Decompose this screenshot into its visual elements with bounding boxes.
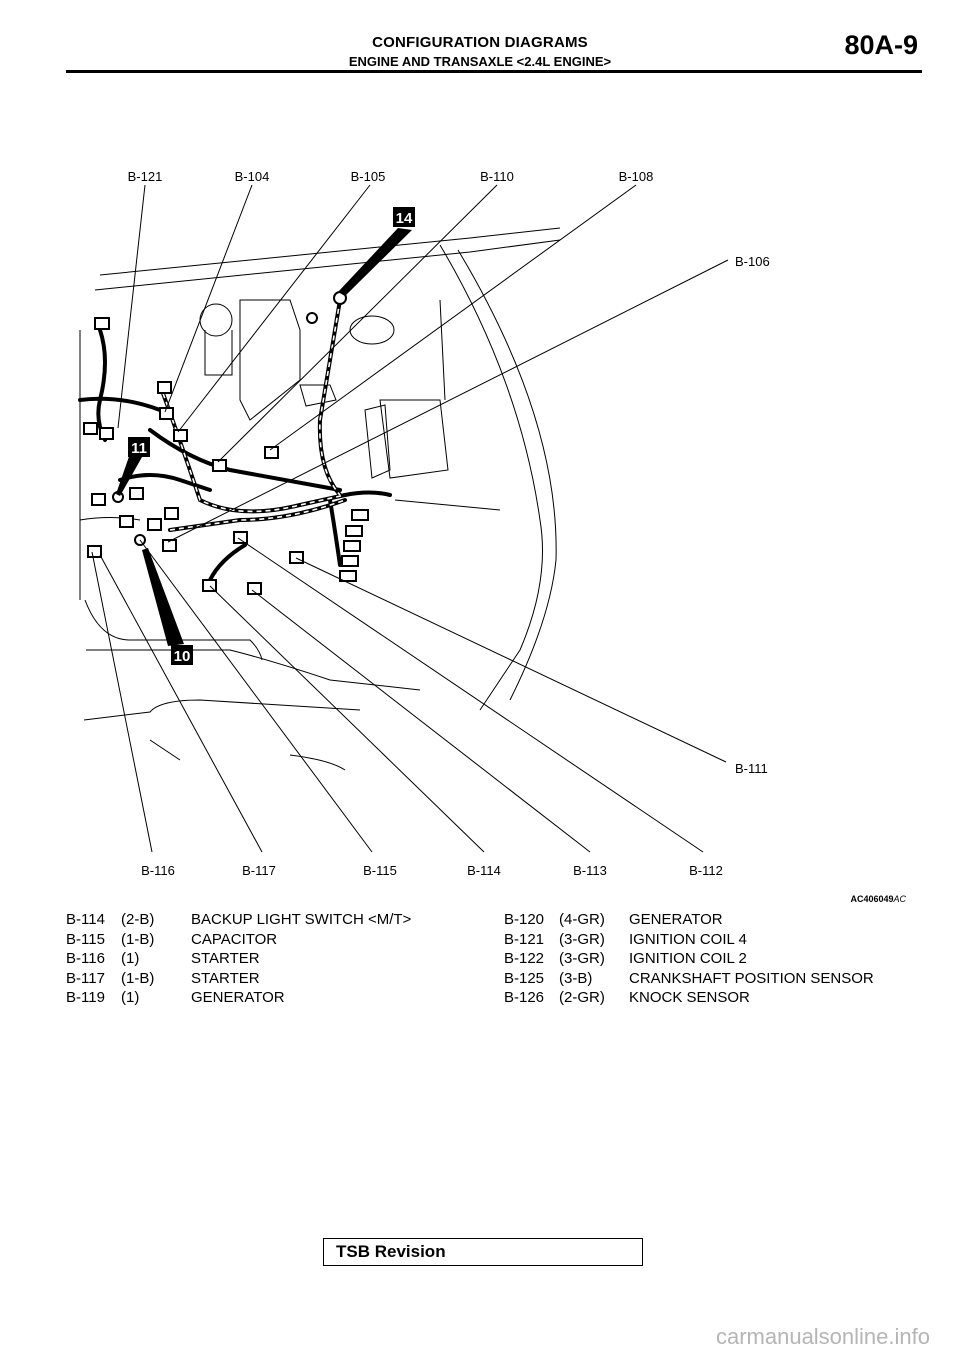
label-b116: B-116 xyxy=(141,863,175,878)
label-b121: B-121 xyxy=(127,169,163,184)
legend-name: CRANKSHAFT POSITION SENSOR xyxy=(629,969,874,987)
legend-spec: (2-GR) xyxy=(559,989,605,1007)
page-title: CONFIGURATION DIAGRAMS xyxy=(372,34,588,51)
legend-row xyxy=(504,949,924,969)
legend-right xyxy=(504,910,924,1008)
legend-name: CAPACITOR xyxy=(191,930,278,948)
legend-name: KNOCK SENSOR xyxy=(629,989,750,1007)
legend-spec: (1-B) xyxy=(121,969,155,987)
callout-11-text: 11 xyxy=(131,440,147,457)
legend-code: B-122 xyxy=(504,950,545,968)
legend-code: B-125 xyxy=(504,969,545,987)
legend-name: GENERATOR xyxy=(191,989,285,1007)
label-b110: B-110 xyxy=(480,169,514,184)
legend-code: B-115 xyxy=(66,930,105,948)
legend-row xyxy=(66,930,486,950)
label-b108: B-108 xyxy=(618,169,654,184)
label-b111: B-111 xyxy=(735,761,768,776)
legend-name: GENERATOR xyxy=(629,911,723,928)
legend-row xyxy=(504,988,924,1008)
legend-spec: (4-GR) xyxy=(559,911,605,928)
label-b115: B-115 xyxy=(363,863,397,878)
callout-14-text: 14 xyxy=(395,210,413,227)
legend-spec: (1) xyxy=(121,950,140,968)
legend-row xyxy=(66,949,486,969)
watermark: carmanualsonline.info xyxy=(715,1324,930,1349)
label-b104: B-104 xyxy=(234,169,270,184)
bottom-connector-labels xyxy=(141,761,768,878)
figure-id: AC406049AC xyxy=(850,894,906,904)
connectors xyxy=(84,292,368,594)
leader-lines xyxy=(92,185,728,852)
legend-code: B-120 xyxy=(504,911,545,928)
legend-row xyxy=(504,910,924,930)
legend-row xyxy=(66,910,486,930)
legend-name: BACKUP LIGHT SWITCH <M/T> xyxy=(191,911,412,928)
legend-code: B-121 xyxy=(504,930,545,948)
legend-code: B-116 xyxy=(66,950,105,968)
legend-code: B-119 xyxy=(66,989,105,1007)
legend-name: STARTER xyxy=(191,969,260,987)
tsb-revision-box: TSB Revision xyxy=(323,1238,643,1266)
page-number: 80A-9 xyxy=(844,30,918,60)
legend-row xyxy=(504,930,924,950)
page-subtitle: ENGINE AND TRANSAXLE <2.4L ENGINE> xyxy=(348,54,612,69)
callout-badges xyxy=(128,207,415,665)
legend-row xyxy=(66,969,486,989)
legend-row xyxy=(66,988,486,1008)
legend-name: IGNITION COIL 4 xyxy=(629,930,747,948)
legend-name: STARTER xyxy=(191,950,260,968)
legend-code: B-114 xyxy=(66,911,105,928)
legend-spec: (3-B) xyxy=(559,969,593,987)
legend-spec: (3-GR) xyxy=(559,930,605,948)
label-b105: B-105 xyxy=(350,169,386,184)
label-b114: B-114 xyxy=(467,863,501,878)
legend-left xyxy=(66,910,486,1008)
legend-spec: (3-GR) xyxy=(559,950,605,968)
harness-wires-dashed xyxy=(160,300,345,530)
legend-spec: (1) xyxy=(121,989,140,1007)
legend-spec: (1-B) xyxy=(121,930,155,948)
legend-code: B-126 xyxy=(504,989,545,1007)
callout-10-text: 10 xyxy=(173,648,191,665)
label-b117: B-117 xyxy=(242,863,276,878)
legend-name: IGNITION COIL 2 xyxy=(629,950,747,968)
label-b112: B-112 xyxy=(689,863,723,878)
legend-code: B-117 xyxy=(66,969,105,987)
label-b113: B-113 xyxy=(573,863,607,878)
legend-spec: (2-B) xyxy=(121,911,155,928)
label-b106: B-106 xyxy=(735,254,770,269)
legend-row xyxy=(504,969,924,989)
